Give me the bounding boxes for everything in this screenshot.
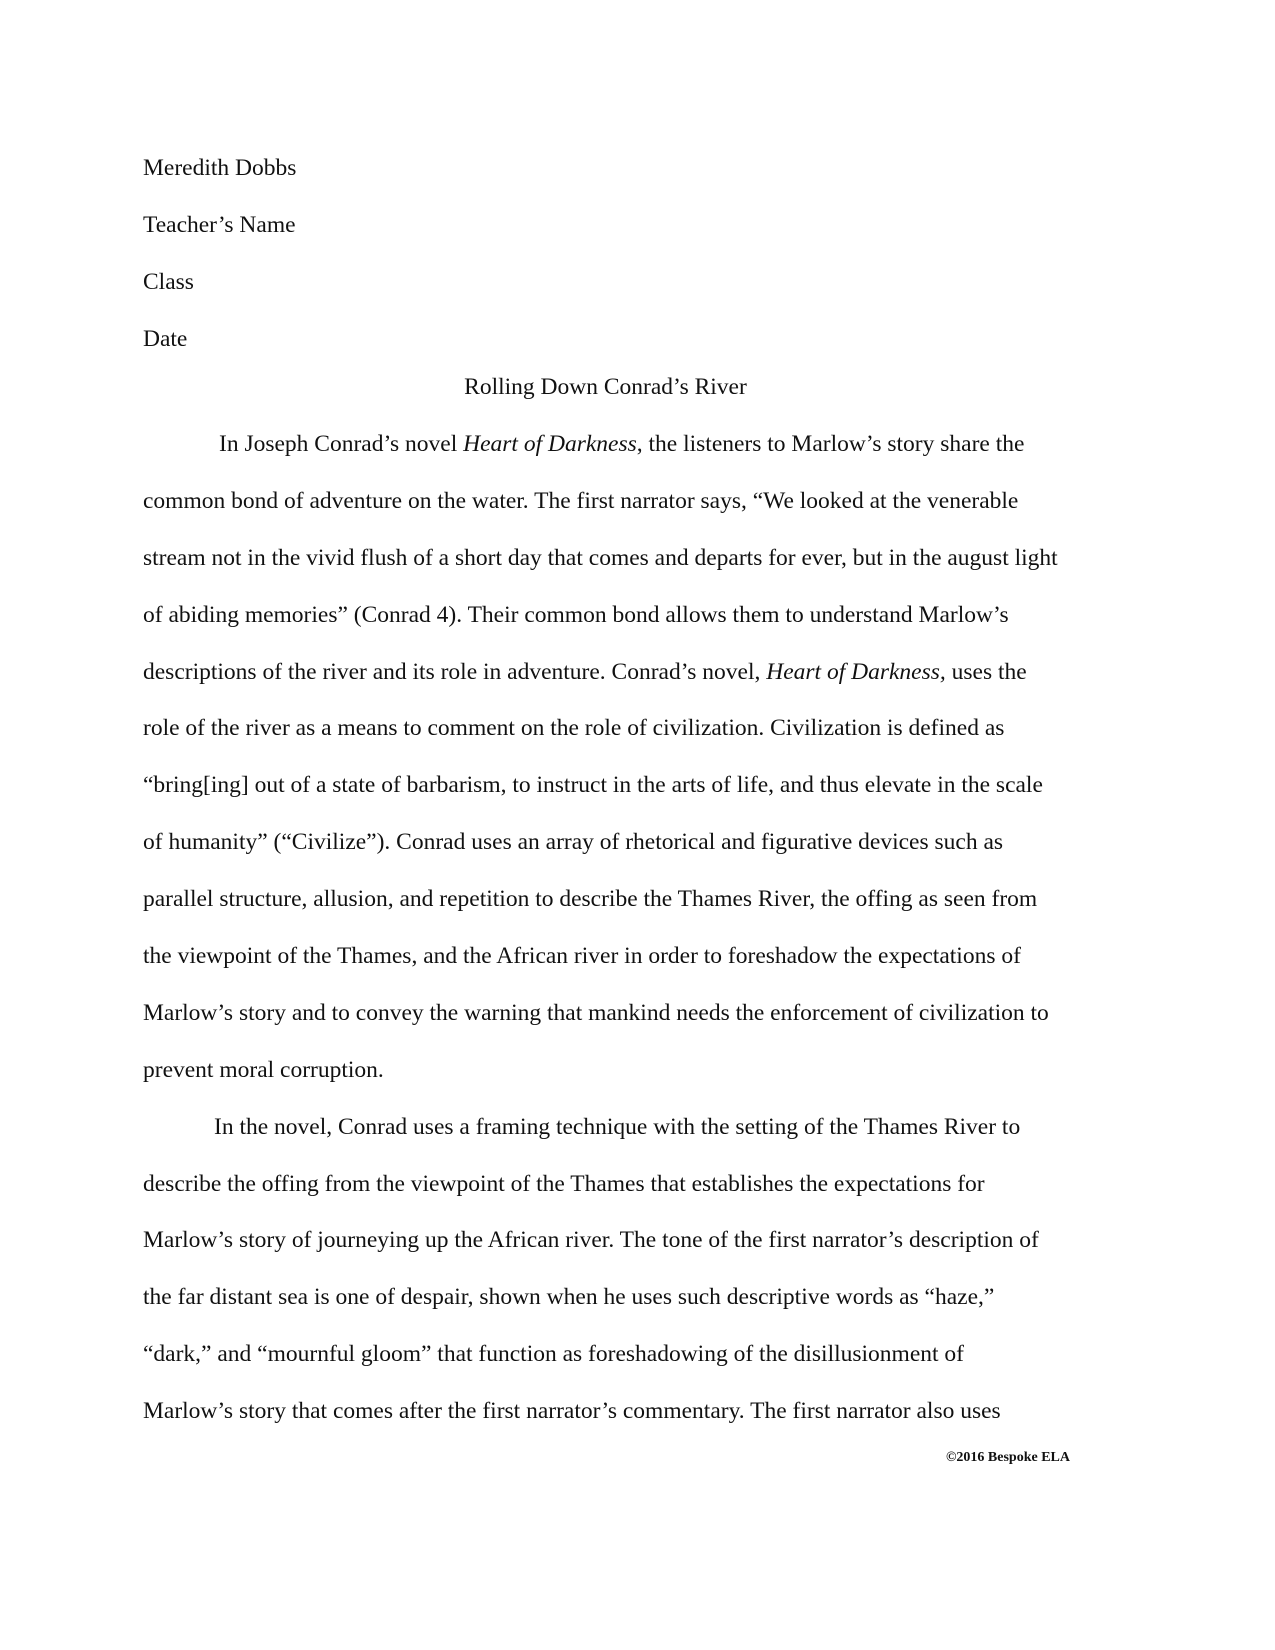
paragraph-1-line-7: “bring[ing] out of a state of barbarism, to instruct in the arts of life, and thus elevate in the scale bbox=[143, 772, 1043, 799]
paragraph-1-line-10: the viewpoint of the Thames, and the African river in order to foreshadow the expectations of bbox=[143, 943, 1021, 970]
paragraph-1 bbox=[143, 416, 1083, 1099]
essay-title: Rolling Down Conrad’s River bbox=[464, 374, 747, 400]
paragraph-1-line-12: prevent moral corruption. bbox=[143, 1056, 384, 1083]
paragraph-2-line-2: describe the offing from the viewpoint of the Thames that establishes the expectations for bbox=[143, 1170, 985, 1197]
paragraph-1-line-1 bbox=[143, 416, 1083, 473]
essay-body bbox=[143, 416, 1083, 1440]
paragraph-2 bbox=[143, 1099, 1083, 1440]
paragraph-1-line-8: of humanity” (“Civilize”). Conrad uses an array of rhetorical and figurative devices such as bbox=[143, 829, 1004, 856]
paragraph-1-line-2: common bond of adventure on the water. The first narrator says, “We looked at the venerable bbox=[143, 487, 1019, 514]
copyright-notice: ©2016 Bespoke ELA bbox=[945, 1450, 1070, 1465]
paragraph-1-line-6: role of the river as a means to comment on the role of civilization. Civilization is defined as bbox=[143, 715, 1005, 742]
paragraph-1-line-3: stream not in the vivid flush of a short day that comes and departs for ever, but in the august light bbox=[143, 544, 1058, 571]
date: Date bbox=[143, 325, 188, 352]
book-title-italic: Heart of Darkness bbox=[463, 431, 637, 457]
paragraph-1-line-11: Marlow’s story and to convey the warning that mankind needs the enforcement of civilization to bbox=[143, 999, 1049, 1026]
paragraph-2-line-4: the far distant sea is one of despair, shown when he uses such descriptive words as “haze,” bbox=[143, 1284, 995, 1311]
paragraph-2-line-5: “dark,” and “mournful gloom” that function as foreshadowing of the disillusionment of bbox=[143, 1341, 964, 1368]
author-name: Meredith Dobbs bbox=[143, 155, 297, 181]
paragraph-2-line-1: In the novel, Conrad uses a framing technique with the setting of the Thames River to bbox=[214, 1113, 1021, 1140]
text-run: , the listeners to Marlow’s story share the bbox=[636, 431, 1025, 457]
mla-heading bbox=[143, 140, 743, 368]
teacher-name: Teacher’s Name bbox=[143, 211, 296, 238]
text-run: In Joseph Conrad’s novel bbox=[219, 431, 464, 457]
class-name: Class bbox=[143, 268, 194, 295]
book-title-italic: Heart of Darkness, bbox=[766, 658, 946, 685]
paragraph-1-line-4: of abiding memories” (Conrad 4). Their common bond allows them to understand Marlow’s bbox=[143, 601, 1009, 628]
paragraph-1-line-5 bbox=[143, 644, 1083, 701]
paragraph-2-line-3: Marlow’s story of journeying up the African river. The tone of the first narrator’s description of bbox=[143, 1227, 1039, 1254]
text-run: uses the bbox=[945, 658, 1027, 685]
paragraph-2-line-6: Marlow’s story that comes after the first narrator’s commentary. The first narrator also uses bbox=[143, 1398, 1001, 1425]
text-run: descriptions of the river and its role in adventure. Conrad’s novel, bbox=[143, 658, 767, 685]
paragraph-1-line-9: parallel structure, allusion, and repetition to describe the Thames River, the offing as seen from bbox=[143, 886, 1038, 913]
